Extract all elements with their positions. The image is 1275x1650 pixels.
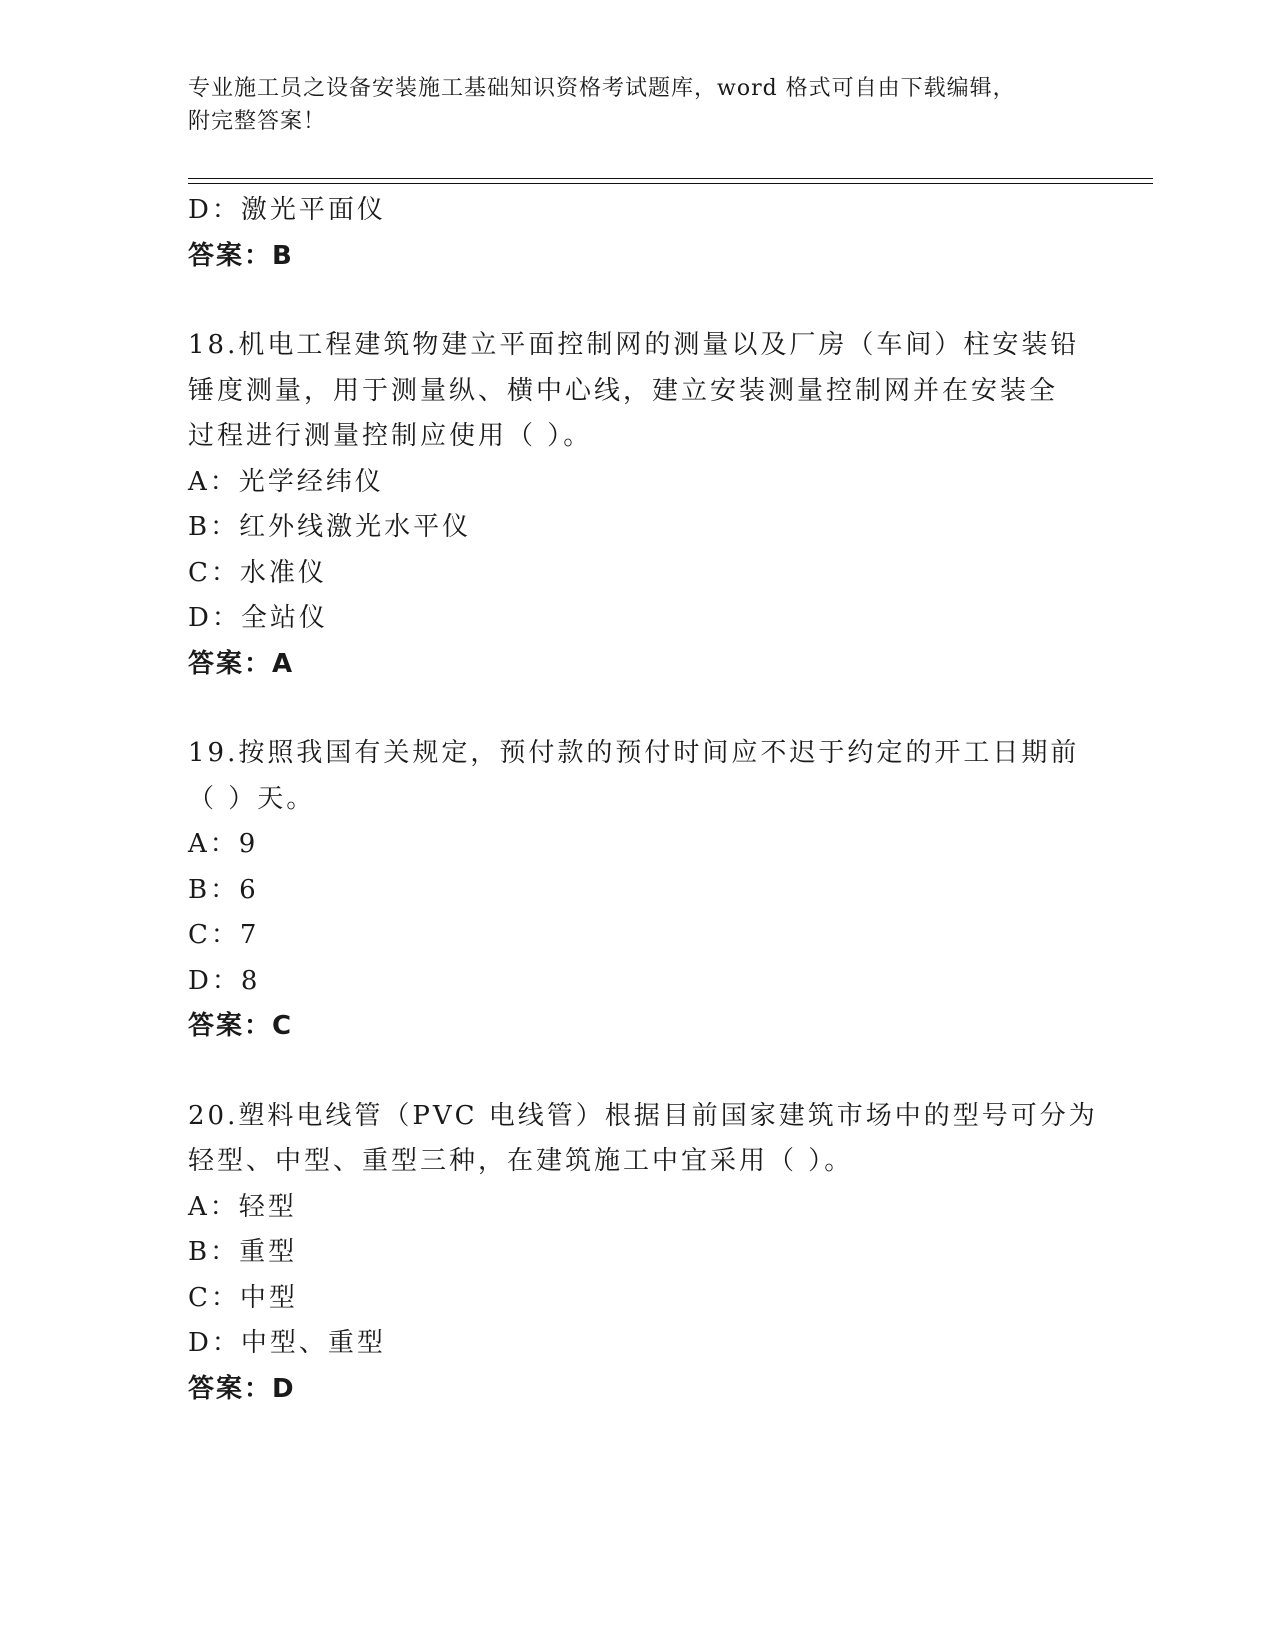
option-a: A：9 bbox=[188, 829, 259, 859]
answer-line: 答案：D bbox=[188, 1373, 296, 1404]
spacer bbox=[188, 279, 1088, 323]
question-19 bbox=[188, 731, 1088, 1050]
spacer bbox=[188, 1050, 1088, 1094]
header-divider-top bbox=[188, 178, 1153, 179]
question-text-line: 18.机电工程建筑物建立平面控制网的测量以及厂房（车间）柱安装铅 bbox=[188, 330, 1080, 360]
answer-line: 答案：C bbox=[188, 1011, 294, 1041]
option-a: A：轻型 bbox=[188, 1191, 297, 1222]
option-c: C：7 bbox=[188, 920, 260, 950]
option-d: D：激光平面仪 bbox=[188, 195, 386, 225]
question-18 bbox=[188, 323, 1088, 687]
question-17-tail bbox=[188, 188, 1088, 279]
question-text-line: 20.塑料电线管（PVC 电线管）根据目前国家建筑市场中的型号可分为 bbox=[188, 1100, 1098, 1131]
header-line-2: 附完整答案！ bbox=[188, 109, 327, 134]
document-header bbox=[188, 72, 1068, 138]
question-list bbox=[188, 188, 1098, 1412]
answer-line: 答案：A bbox=[188, 648, 295, 679]
question-text-line: 19.按照我国有关规定，预付款的预付时间应不迟于约定的开工日期前 bbox=[188, 738, 1080, 768]
header-line-1: 专业施工员之设备安装施工基础知识资格考试题库，word 格式可自由下载编辑， bbox=[188, 76, 1016, 101]
question-text-line: （ ）天。 bbox=[188, 783, 316, 814]
spacer bbox=[188, 687, 1088, 731]
question-text-line: 锤度测量，用于测量纵、横中心线，建立安装测量控制网并在安装全 bbox=[188, 375, 1059, 406]
option-c: C：中型 bbox=[188, 1282, 298, 1313]
option-d: D：中型、重型 bbox=[188, 1328, 386, 1358]
question-text-line: 轻型、中型、重型三种，在建筑施工中宜采用（ ）。 bbox=[188, 1146, 854, 1176]
option-b: B：重型 bbox=[188, 1237, 298, 1267]
option-b: B：红外线激光水平仪 bbox=[188, 512, 472, 542]
option-b: B：6 bbox=[188, 874, 259, 905]
option-c: C：水准仪 bbox=[188, 557, 327, 588]
option-d: D：8 bbox=[188, 965, 261, 996]
question-20 bbox=[188, 1094, 1098, 1413]
option-d: D：全站仪 bbox=[188, 603, 328, 633]
option-a: A：光学经纬仪 bbox=[188, 466, 384, 497]
question-text-line: 过程进行测量控制应使用（ ）。 bbox=[188, 421, 593, 451]
answer-line: 答案：B bbox=[188, 240, 294, 271]
header-divider-bottom bbox=[188, 183, 1153, 184]
